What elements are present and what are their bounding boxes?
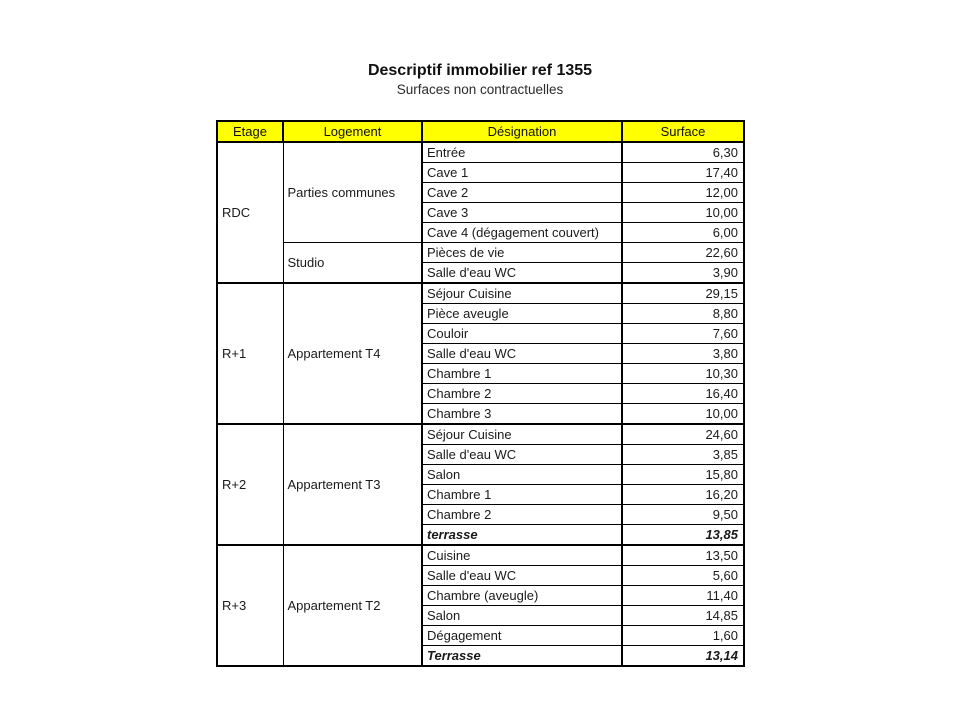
surface-cell: 10,30 [622,364,744,384]
page-subtitle: Surfaces non contractuelles [396,82,564,97]
surface-cell: 16,40 [622,384,744,404]
logement-cell: Appartement T4 [283,283,422,424]
designation-cell: Terrasse [422,646,622,667]
surfaces-table-body [217,142,744,666]
etage-cell: R+2 [217,424,283,545]
designation-cell: terrasse [422,525,622,546]
surface-cell: 6,30 [622,142,744,163]
designation-cell: Chambre 2 [422,505,622,525]
table-row [217,424,744,445]
designation-cell: Salon [422,465,622,485]
surface-cell: 22,60 [622,243,744,263]
logement-cell: Studio [283,243,422,284]
designation-cell: Chambre 2 [422,384,622,404]
designation-cell: Chambre 1 [422,364,622,384]
column-header-designation: Désignation [422,121,622,142]
column-header-etage: Etage [217,121,283,142]
surface-cell: 5,60 [622,566,744,586]
etage-cell: R+1 [217,283,283,424]
column-header-logement: Logement [283,121,422,142]
surface-cell: 29,15 [622,283,744,304]
table-row [217,142,744,163]
surface-cell: 14,85 [622,606,744,626]
surface-cell: 13,14 [622,646,744,667]
designation-cell: Cuisine [422,545,622,566]
surface-cell: 17,40 [622,163,744,183]
etage-cell: RDC [217,142,283,283]
table-row [217,545,744,566]
table-row [217,283,744,304]
surface-cell: 3,85 [622,445,744,465]
surfaces-table [216,120,745,667]
designation-cell: Salle d'eau WC [422,566,622,586]
surface-cell: 7,60 [622,324,744,344]
etage-cell: R+3 [217,545,283,666]
designation-cell: Dégagement [422,626,622,646]
designation-cell: Cave 4 (dégagement couvert) [422,223,622,243]
designation-cell: Séjour Cuisine [422,283,622,304]
designation-cell: Chambre (aveugle) [422,586,622,606]
designation-cell: Salle d'eau WC [422,263,622,284]
designation-cell: Salle d'eau WC [422,344,622,364]
logement-cell: Parties communes [283,142,422,243]
designation-cell: Cave 1 [422,163,622,183]
designation-cell: Cave 3 [422,203,622,223]
designation-cell: Cave 2 [422,183,622,203]
surface-cell: 9,50 [622,505,744,525]
designation-cell: Salle d'eau WC [422,445,622,465]
designation-cell: Couloir [422,324,622,344]
surface-cell: 11,40 [622,586,744,606]
surface-cell: 15,80 [622,465,744,485]
surface-cell: 8,80 [622,304,744,324]
surface-cell: 1,60 [622,626,744,646]
designation-cell: Entrée [422,142,622,163]
surface-cell: 13,85 [622,525,744,546]
surface-cell: 13,50 [622,545,744,566]
designation-cell: Pièce aveugle [422,304,622,324]
surface-cell: 3,80 [622,344,744,364]
surface-cell: 12,00 [622,183,744,203]
designation-cell: Chambre 3 [422,404,622,425]
surface-cell: 10,00 [622,203,744,223]
surface-cell: 10,00 [622,404,744,425]
designation-cell: Salon [422,606,622,626]
designation-cell: Séjour Cuisine [422,424,622,445]
surface-cell: 24,60 [622,424,744,445]
page-title: Descriptif immobilier ref 1355 [367,62,593,79]
designation-cell: Pièces de vie [422,243,622,263]
logement-cell: Appartement T2 [283,545,422,666]
document-header [0,60,960,99]
logement-cell: Appartement T3 [283,424,422,545]
column-header-surface: Surface [622,121,744,142]
designation-cell: Chambre 1 [422,485,622,505]
surface-cell: 6,00 [622,223,744,243]
table-header-row [217,121,744,142]
table-row [217,243,744,263]
surface-cell: 16,20 [622,485,744,505]
surface-cell: 3,90 [622,263,744,284]
